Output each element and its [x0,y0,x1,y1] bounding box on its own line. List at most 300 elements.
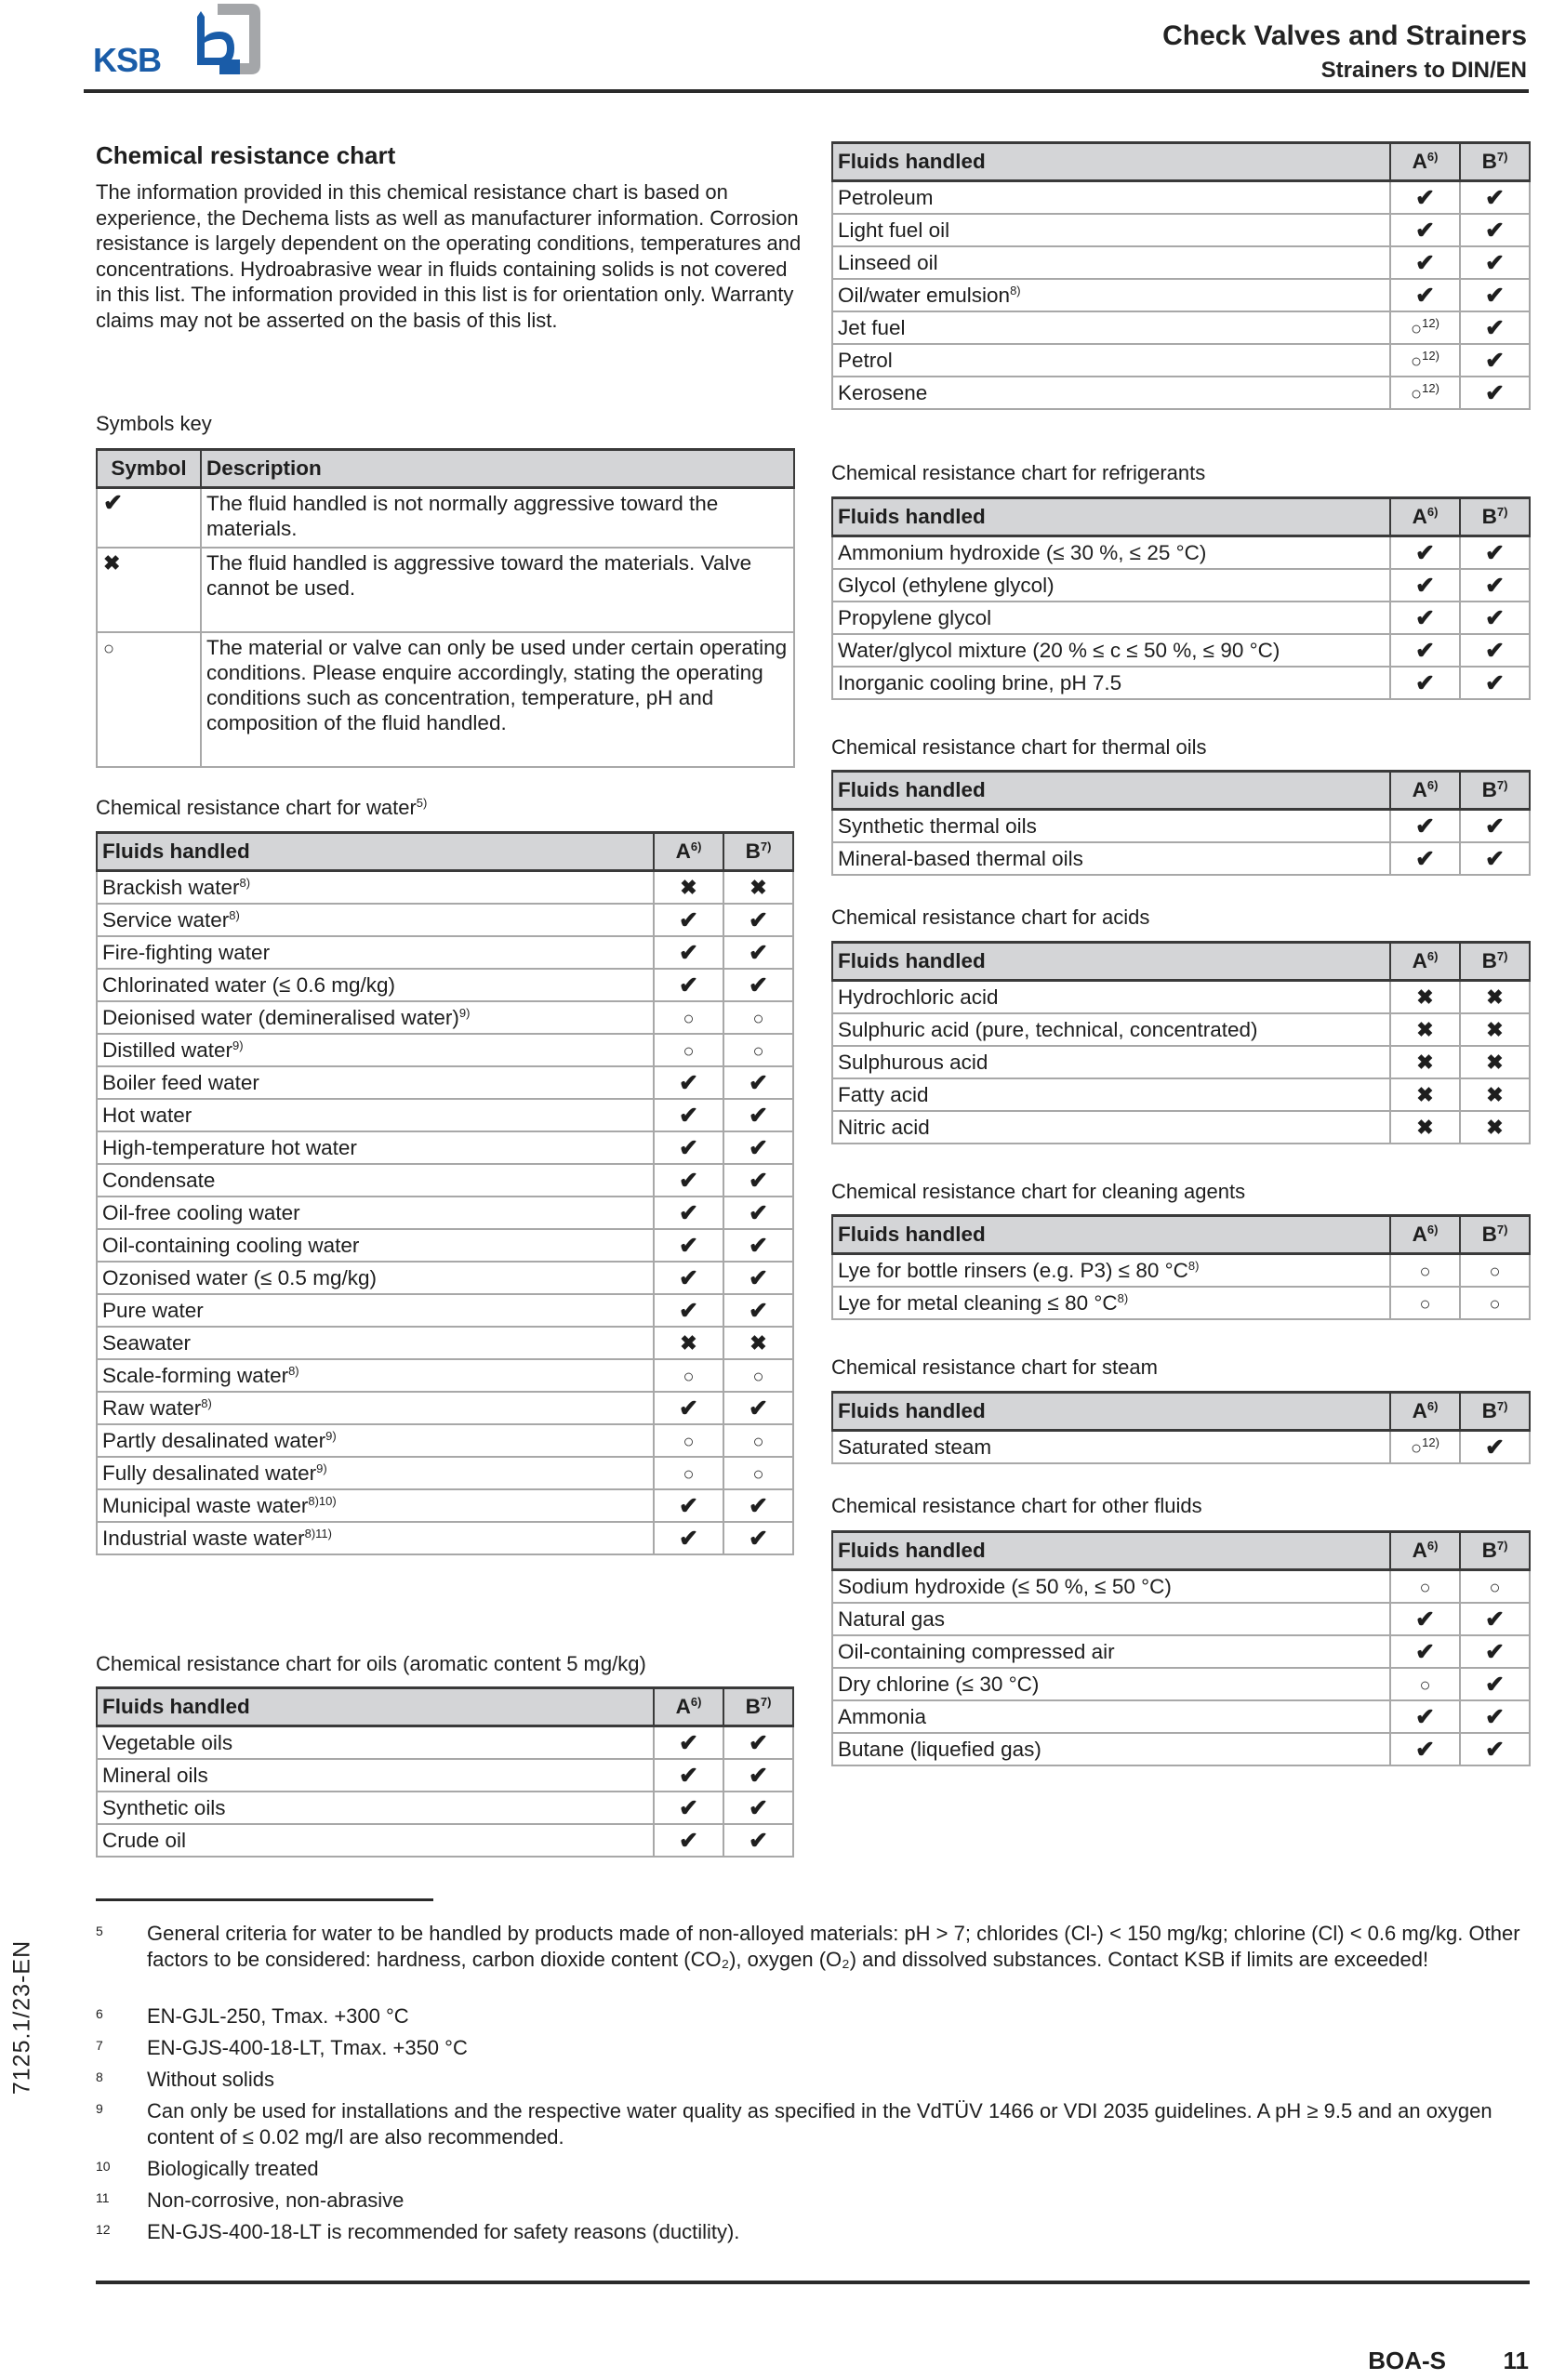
header-label: A [1412,1399,1427,1422]
header-material-a [654,1688,723,1726]
check-icon: ✔ [749,1297,768,1324]
material-a-rating [654,1164,723,1197]
fluid-name: Pure water [102,1298,204,1322]
document-code-text: 7125.1/23-EN [8,1939,35,2096]
document-subtitle: Strainers to DIN/EN [1320,58,1527,83]
table-row [97,1824,793,1857]
material-b-rating [723,1262,793,1294]
material-b-rating [1460,569,1530,602]
fluid-name-cell [97,1457,654,1489]
check-icon: ✔ [749,1827,768,1854]
fluid-name: Service water [102,907,230,932]
table-row [832,569,1530,602]
check-icon: ✔ [749,1762,768,1789]
footnote-ref: 12) [1422,348,1439,363]
check-icon: ✔ [679,1794,698,1821]
fluid-name: Jet fuel [838,315,906,339]
fluid-name: Oil-containing compressed air [838,1639,1115,1663]
check-icon: ✔ [749,1134,768,1161]
material-a-rating [654,1294,723,1327]
cross-icon: ✖ [1416,1115,1434,1139]
table-row [832,1733,1530,1765]
table-header-row [832,772,1530,810]
table-row [832,1603,1530,1635]
logo-wordmark: KSB [93,41,162,79]
fluid-name: Sodium hydroxide (≤ 50 %, ≤ 50 °C) [838,1574,1172,1598]
material-b-rating [723,904,793,936]
acids-resistance-table [831,941,1531,1144]
material-a-rating [654,1197,723,1229]
footnote-ref: 8)10) [308,1493,337,1508]
footnote-ref: 6) [1426,1399,1439,1413]
footnote-ref: 12) [1422,1435,1439,1449]
material-b-rating [723,969,793,1001]
material-a-rating [654,969,723,1001]
other-fluids-resistance-table [831,1530,1531,1766]
material-a-rating [654,1392,723,1424]
footnote-ref: 8) [288,1363,299,1378]
header-material-b [1460,143,1530,181]
table-row [832,1431,1530,1464]
material-b-rating [1460,667,1530,699]
header-label: B [1481,505,1497,528]
fluid-name: Deionised water (demineralised water) [102,1005,459,1029]
material-b-rating [723,1164,793,1197]
check-icon: ✔ [1415,669,1435,696]
material-a-rating [1390,214,1460,246]
table-row [832,981,1530,1014]
fluid-name: Raw water [102,1395,202,1420]
acids-table-caption: Chemical resistance chart for acids [831,906,1150,929]
material-b-rating [1460,1046,1530,1078]
fluid-name-cell [832,1700,1390,1733]
material-a-rating [1390,1287,1460,1319]
fluid-name: Linseed oil [838,250,938,274]
material-a-rating [654,1262,723,1294]
header-label: B [1481,1399,1497,1422]
footnote-text: General criteria for water to be handled by products made of non-alloyed materials: pH > 7; chlorides (Cl-) < 150 mg/kg; chlorine (Cl) < 0.6 mg/kg. Other factors to be considered: hardness, carbon dioxide content (CO₂), oxygen (O₂) and dissolved substances. Contact KSB if limits are exceeded! [147,1922,1520,1971]
footnote-number: 7 [96,2038,103,2053]
table-row [97,904,793,936]
footnote-ref: 9) [316,1461,327,1475]
header-fluids-handled: Fluids handled [832,943,1390,981]
check-icon: ✔ [749,1525,768,1552]
footnote [96,2188,1532,2214]
footnote-ref: 6) [1426,1223,1439,1236]
footnote-ref: 7) [1496,1223,1508,1236]
check-icon: ✔ [1485,184,1505,211]
water-table-caption [96,796,427,820]
cross-icon: ✖ [1486,1050,1504,1074]
fluid-name-cell [97,1262,654,1294]
fluid-name-cell [832,569,1390,602]
document-title: Check Valves and Strainers [1162,20,1527,51]
ksb-b-logo-icon [192,0,264,76]
table-header-row [832,143,1530,181]
section-title: Chemical resistance chart [96,141,396,169]
fluid-name: Municipal waste water [102,1493,309,1517]
fluid-name: Seawater [102,1330,192,1355]
header-label: B [1481,949,1497,972]
fluid-name-cell [832,377,1390,409]
table-row [832,1254,1530,1288]
check-icon: ✔ [1485,282,1505,309]
footnote-text: EN-GJL-250, Tmax. +300 °C [147,2004,409,2028]
fluid-name: Brackish water [102,875,240,899]
header-label: B [1481,1223,1497,1246]
check-icon: ✔ [1485,669,1505,696]
material-b-rating [1460,536,1530,570]
check-icon: ✔ [749,1167,768,1194]
material-b-rating [723,936,793,969]
check-icon: ✔ [1485,1638,1505,1665]
footnote-number: 5 [96,1924,103,1938]
table-row [832,1046,1530,1078]
material-a-rating [1390,634,1460,667]
circle-icon: ○ [683,1431,695,1452]
fluid-name: Lye for bottle rinsers (e.g. P3) ≤ 80 °C [838,1258,1188,1282]
check-icon: ✔ [749,972,768,998]
table-header-row [97,450,794,488]
header-label: A [675,840,691,863]
material-a-rating [654,1034,723,1066]
fluid-name-cell [832,344,1390,377]
check-icon: ✔ [679,1232,698,1259]
fluid-name-cell [97,1759,654,1792]
fluid-name: Condensate [102,1168,216,1192]
fluid-name: Butane (liquefied gas) [838,1737,1041,1761]
fluid-name: Ozonised water (≤ 0.5 mg/kg) [102,1265,377,1289]
fluid-name-cell [97,969,654,1001]
description-cell: The material or valve can only be used under certain operating conditions. Please enquire accordingly, stating the operating conditions such as concentration, temperature, pH and composition of the fluid handled. [201,632,794,767]
material-b-rating [723,1457,793,1489]
footnote-ref: 12) [1422,380,1439,395]
material-a-rating [654,871,723,905]
table-row [832,810,1530,843]
footnote-ref: 8) [1117,1290,1129,1305]
check-icon: ✔ [749,1199,768,1226]
circle-icon: ○ [1489,1261,1501,1282]
material-b-rating [1460,1603,1530,1635]
fluid-name-cell [832,1668,1390,1700]
check-icon: ✔ [749,1395,768,1421]
fluid-name-cell [97,1294,654,1327]
check-icon: ✔ [1415,572,1435,599]
fluid-name-cell [97,1726,654,1760]
footnote-ref: 7) [1496,778,1508,792]
material-a-rating [654,1229,723,1262]
material-b-rating [723,1034,793,1066]
header-divider [84,89,1529,93]
material-a-rating [1390,1570,1460,1604]
footnote [96,2003,1532,2030]
table-row [97,1424,793,1457]
material-a-rating [654,1359,723,1392]
header-label: B [1481,1539,1497,1562]
fluid-name: Mineral oils [102,1763,208,1787]
circle-icon: ○ [752,1366,764,1387]
footnote-ref: 7) [1496,1539,1508,1553]
fluid-name: Hot water [102,1103,192,1127]
check-icon: ✔ [679,972,698,998]
material-b-rating [1460,1700,1530,1733]
material-b-rating [723,1792,793,1824]
footnote-ref: 6) [1426,949,1439,963]
table-row [832,279,1530,311]
fluid-name: Oil/water emulsion [838,283,1011,307]
fluid-name-cell [832,536,1390,570]
steam-resistance-table [831,1391,1531,1464]
footnote-text: Can only be used for installations and the respective water quality as specified in the VdTÜV 1466 or VDI 2035 guidelines. A pH ≥ 9.5 and an oxygen content of ≤ 0.02 mg/l are also recommended. [147,2099,1492,2149]
header-label: A [675,1695,691,1718]
material-a-rating [1390,1700,1460,1733]
fluid-name-cell [832,214,1390,246]
material-a-rating [1390,1254,1460,1288]
table-row [97,969,793,1001]
refrigerants-resistance-table [831,496,1531,700]
circle-icon: ○ [683,1463,695,1485]
table-row [97,871,793,905]
material-b-rating [1460,810,1530,843]
header-material-b [1460,1216,1530,1254]
table-row [97,1392,793,1424]
check-icon: ✔ [679,1762,698,1789]
fluid-name: Mineral-based thermal oils [838,846,1083,870]
material-b-rating [1460,1431,1530,1464]
fluid-name-cell [97,1066,654,1099]
oils-table-caption: Chemical resistance chart for oils (aromatic content 5 mg/kg) [96,1652,646,1675]
footnote-ref: 7) [760,1695,772,1709]
header-material-a [1390,772,1460,810]
check-icon: ✔ [1485,249,1505,276]
check-icon: ✔ [1485,1434,1505,1461]
fluid-name-cell [832,667,1390,699]
header-fluids-handled: Fluids handled [832,1532,1390,1570]
header-fluids-handled: Fluids handled [832,1216,1390,1254]
header-label: A [1412,1539,1427,1562]
description-cell: The fluid handled is aggressive toward the materials. Valve cannot be used. [201,548,794,632]
footnote [96,2067,1532,2093]
material-b-rating [723,1131,793,1164]
fluid-name: Dry chlorine (≤ 30 °C) [838,1672,1040,1696]
material-a-rating [654,1792,723,1824]
table-row [832,1078,1530,1111]
fluid-name-cell [832,1733,1390,1765]
material-b-rating [723,1197,793,1229]
header-fluids-handled: Fluids handled [832,143,1390,181]
material-b-rating [723,1359,793,1392]
material-b-rating [1460,214,1530,246]
footnote-number: 6 [96,2006,103,2021]
cross-icon: ✖ [1416,1050,1434,1074]
table-row [832,536,1530,570]
check-icon: ✔ [1485,539,1505,566]
table-row [97,1099,793,1131]
fluid-name-cell [97,1229,654,1262]
material-b-rating [1460,1733,1530,1765]
material-b-rating [1460,1254,1530,1288]
footnote-ref: 8) [1187,1258,1200,1273]
refrigerants-table-caption: Chemical resistance chart for refrigerants [831,461,1206,484]
check-icon: ✔ [1485,845,1505,872]
footnote-ref: 6) [1426,1539,1439,1553]
check-icon: ✔ [679,1297,698,1324]
header-fluids-handled: Fluids handled [97,833,654,871]
footnote-ref: 7) [1496,949,1508,963]
circle-icon: ○ [1419,1674,1431,1696]
table-row [97,1759,793,1792]
material-a-rating [1390,1733,1460,1765]
table-header-row [97,1688,793,1726]
footnote-ref: 6) [1426,150,1439,164]
symbols-key-caption: Symbols key [96,412,212,435]
fluid-name-cell [832,842,1390,875]
table-row [97,1034,793,1066]
footnote-number: 8 [96,2069,103,2084]
material-b-rating [1460,634,1530,667]
footnote-text: Without solids [147,2068,274,2091]
table-row [832,634,1530,667]
table-row [97,1197,793,1229]
material-b-rating [723,1424,793,1457]
circle-icon: ○ [1419,1577,1431,1598]
table-row [832,1700,1530,1733]
material-a-rating [1390,1111,1460,1144]
footnote [96,2035,1532,2061]
fluid-name-cell [832,1287,1390,1319]
circle-icon: ○ [683,1040,695,1062]
circle-icon: ○ [1419,1261,1431,1282]
table-row [832,311,1530,344]
fluid-name: Petroleum [838,185,934,209]
fluid-name-cell [832,602,1390,634]
fluid-name-cell [832,810,1390,843]
material-a-rating [1390,667,1460,699]
header-material-b [723,1688,793,1726]
material-b-rating [1460,1013,1530,1046]
table-row [97,1001,793,1034]
material-b-rating [723,1229,793,1262]
table-row [97,1131,793,1164]
footnote-text: EN-GJS-400-18-LT is recommended for safety reasons (ductility). [147,2220,740,2243]
footnote-ref: 7) [1496,1399,1508,1413]
header-description: Description [201,450,794,488]
material-b-rating [1460,377,1530,409]
check-icon: ✔ [1485,813,1505,840]
fluid-name: Kerosene [838,380,928,404]
circle-icon: ○ [1489,1577,1501,1598]
cleaning-agents-table-caption: Chemical resistance chart for cleaning agents [831,1180,1246,1203]
check-icon: ✔ [749,1102,768,1129]
footnote-ref: 7) [760,840,772,853]
fluid-name: Vegetable oils [102,1730,233,1754]
header-material-b [1460,1393,1530,1431]
circle-icon: ○ [1411,318,1423,339]
material-a-rating [654,936,723,969]
footer-product-name: BOA-S [1368,2347,1446,2374]
fluid-name-cell [97,1197,654,1229]
cross-icon: ✖ [1416,1082,1434,1106]
check-icon: ✔ [749,906,768,933]
footnote-ref: 7) [1496,505,1508,519]
circle-icon: ○ [1419,1293,1431,1315]
fluid-name: Partly desalinated water [102,1428,326,1452]
material-a-rating [1390,344,1460,377]
cross-icon: ✖ [749,1330,767,1355]
check-icon: ✔ [1415,539,1435,566]
table-row [97,632,794,767]
table-row [97,1262,793,1294]
check-icon: ✔ [1485,379,1505,406]
fluid-name: Hydrochloric acid [838,985,999,1009]
material-a-rating [654,904,723,936]
material-a-rating [1390,1078,1460,1111]
fluid-name-cell [97,871,654,905]
header-material-b [1460,772,1530,810]
table-row [97,488,794,548]
fluid-name-cell [97,936,654,969]
material-a-rating [654,1522,723,1554]
check-icon: ✔ [1415,217,1435,244]
fluid-name: Inorganic cooling brine, pH 7.5 [838,670,1122,694]
circle-icon: ○ [683,1366,695,1387]
material-b-rating [1460,842,1530,875]
footnote [96,2219,1532,2245]
table-row [97,1457,793,1489]
header-fluids-handled: Fluids handled [832,498,1390,536]
fluid-name-cell [832,981,1390,1014]
check-icon: ✔ [749,1729,768,1756]
table-row [832,246,1530,279]
check-icon: ✔ [749,1069,768,1096]
header-label: B [745,1695,761,1718]
circle-icon: ○ [752,1040,764,1062]
material-b-rating [1460,1111,1530,1144]
table-row [832,214,1530,246]
table-row [832,1570,1530,1604]
check-icon: ✔ [749,1232,768,1259]
footnote-ref: 8) [229,907,240,922]
fluid-name-cell [97,1034,654,1066]
fluid-name-cell [97,1522,654,1554]
fluid-name: Industrial waste water [102,1526,305,1550]
check-icon: ✔ [749,939,768,966]
table-row [97,548,794,632]
check-icon: ✔ [1485,637,1505,664]
check-icon: ✔ [1415,604,1435,631]
fluid-name: Chlorinated water (≤ 0.6 mg/kg) [102,972,395,997]
table-row [832,344,1530,377]
check-icon: ✔ [1415,1736,1435,1763]
fluid-name: Saturated steam [838,1435,992,1459]
footnote-text: Biologically treated [147,2157,319,2180]
fluid-name-cell [97,904,654,936]
water-resistance-table [96,831,794,1555]
material-a-rating [654,1099,723,1131]
fluid-name: Scale-forming water [102,1363,289,1387]
cross-icon: ✖ [1486,1115,1504,1139]
check-icon: ✔ [679,1395,698,1421]
check-icon: ✔ [679,906,698,933]
table-row [832,1668,1530,1700]
table-row [97,1229,793,1262]
table-header-row [832,1216,1530,1254]
fluid-name: Distilled water [102,1038,233,1062]
table-row [832,602,1530,634]
material-a-rating [654,1489,723,1522]
circle-icon: ○ [1489,1293,1501,1315]
page-number: 11 [1503,2347,1529,2374]
